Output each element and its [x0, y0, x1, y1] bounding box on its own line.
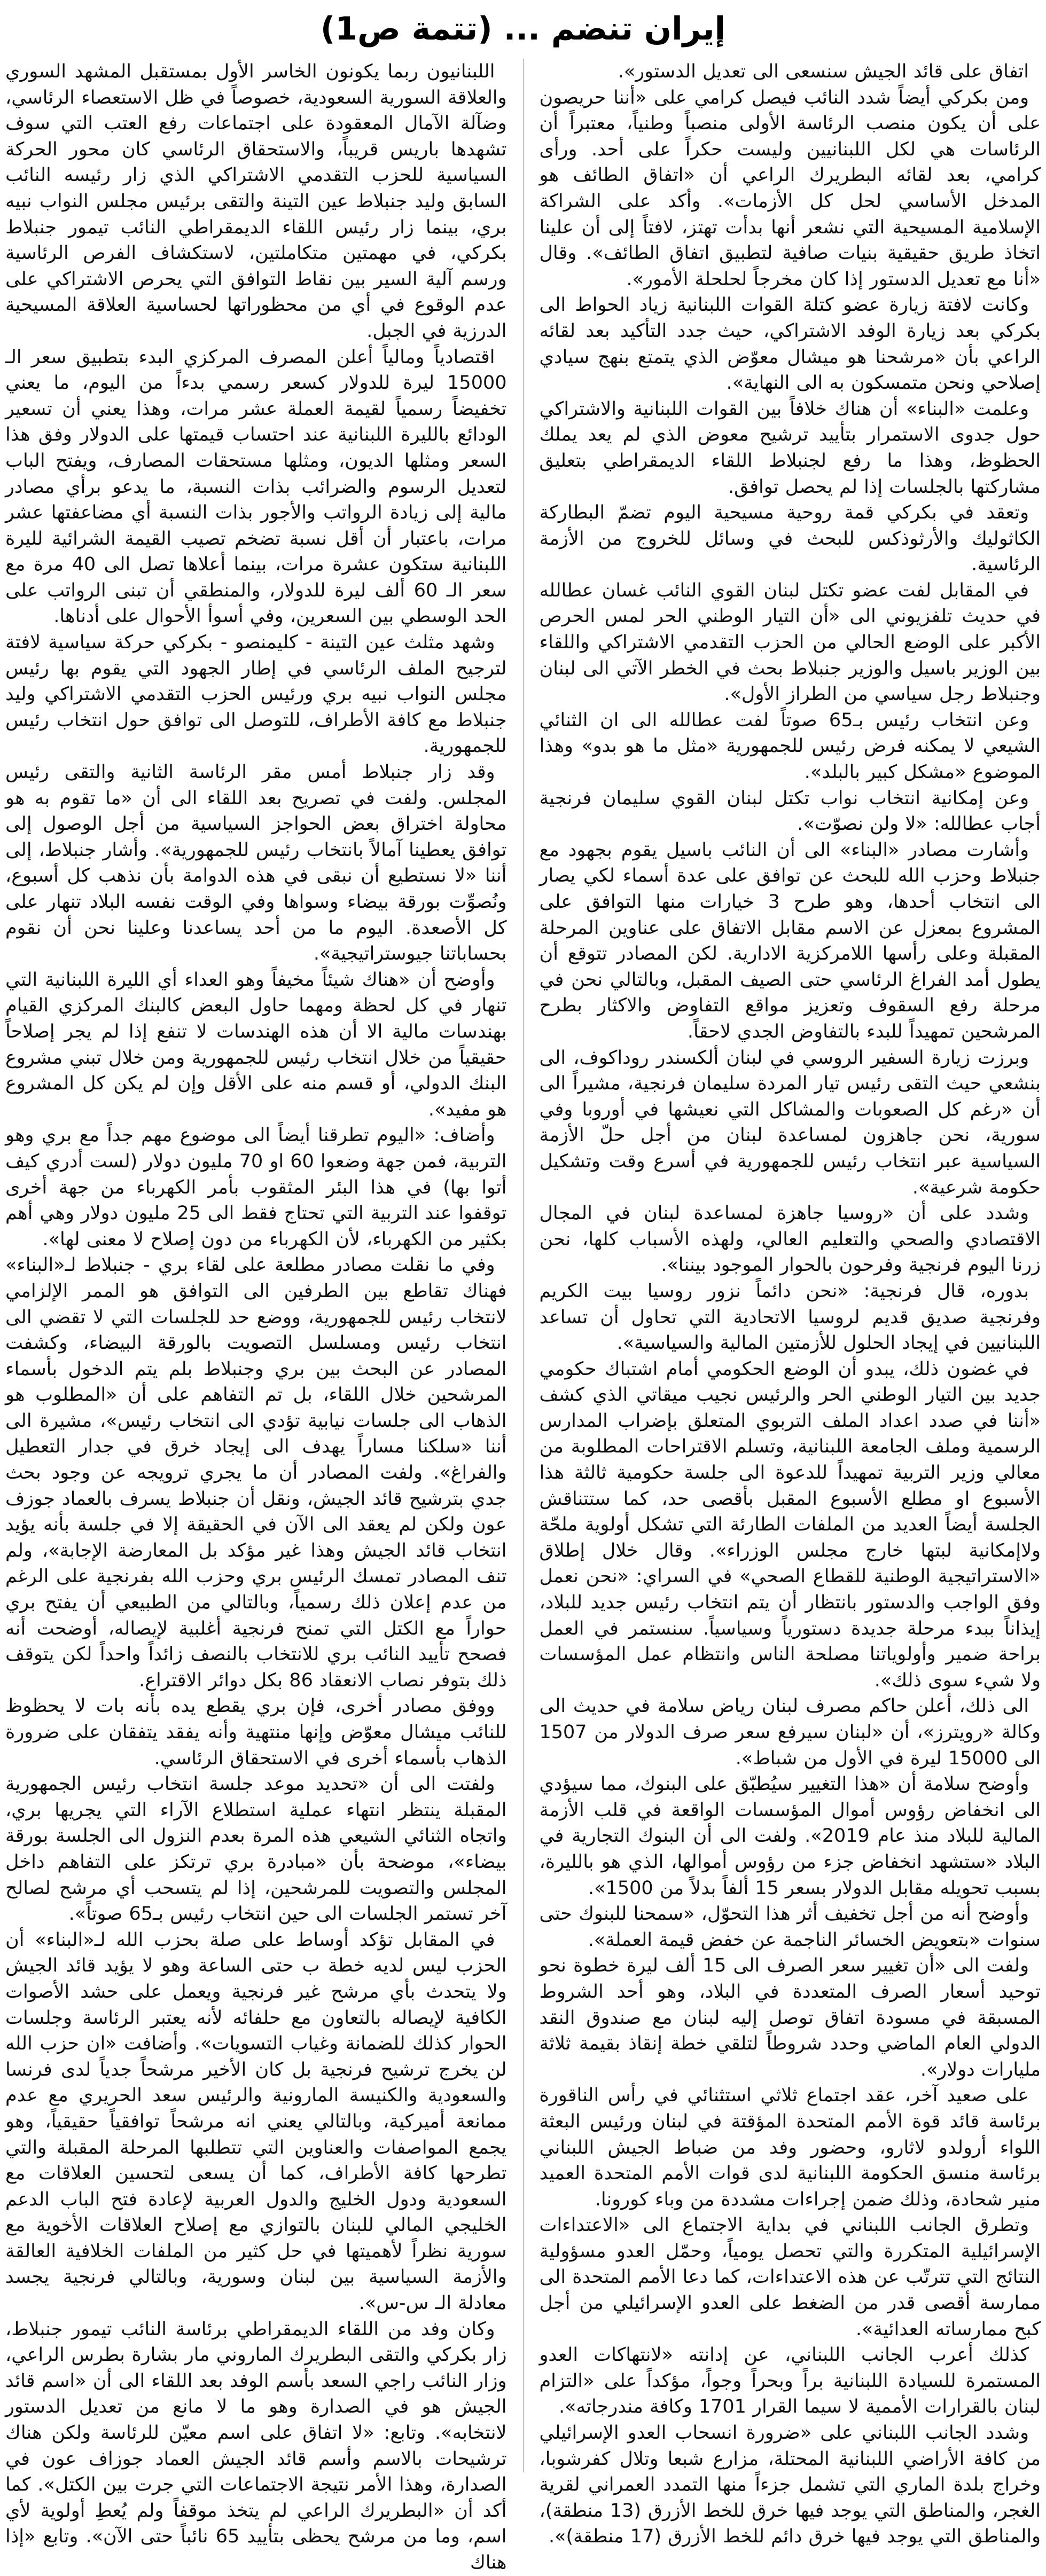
- article-paragraph: وأوضح أن «هناك شيئاً مخيفاً وهو العداء أي الليرة اللبنانية التي تنهار في كل لحظة ومهما حاول البعض كالبنك المركزي القيام بهندسات مالية الا أن هذه الهندسات لا تنفع إذا لم يجر إصلاحاً حقيقياً من خلال انتخاب رئيس للجمهورية ومن خلال تبني مشروع البنك الدولي، أو قسم منه على الأقل وإن لم يكن كل المشروع هو مفيد».: [5, 969, 507, 1120]
- article-paragraph: وأوضح أنه من أجل تخفيف أثر هذا التحوّل، «سمحنا للبنوك حتى سنوات «بتعويض الخسائر الناجمة عن خفض قيمة العملة».: [539, 1903, 1041, 1951]
- article-paragraph: اللبنانيون ربما يكونون الخاسر الأول بمستقبل المشهد السوري والعلاقة السورية السعودية، خصوصاً في ظل الاستعصاء الرئاسي، وضآلة الآمال المعقودة على اجتماعات رفع العتب التي سوف تشهدها باريس قريباً، والاستحقاق الرئاسي كان محور الحركة السياسية للحزب التقدمي الاشتراكي الذي زار رئيسه النائب السابق وليد جنبلاط عين التينة والتقى برئيس مجلس النواب نبيه بري، بينما زار رئيس اللقاء الديمقراطي النائب تيمور جنبلاط بكركي، في مهمتين متكاملتين، لاستكشاف الفرص الرئاسية ورسم آلية السير بين نقاط التوافق التي يحرص الاشتراكي على عدم الوقوع في أي من محظوراتها لحساسية العلاقة المسيحية الدرزية في الجبل.: [5, 61, 507, 342]
- article-paragraph: وشهد مثلث عين التينة - كليمنصو - بكركي حركة سياسية لافتة لترجيح الملف الرئاسي في إطار الجهود التي يقوم بها رئيس مجلس النواب نبيه بري ورئيس الحزب التقدمي الاشتراكي وليد جنبلاط مع كافة الأطراف، للتوصل الى توافق حول انتخاب رئيس للجمهورية.: [5, 632, 507, 757]
- column-divider: [523, 59, 524, 2472]
- article-paragraph: وأشارت مصادر «البناء» الى أن النائب باسيل يقوم بجهود مع جنبلاط وحزب الله للبحث عن توافق على عدة أسماء لكي يصار الى انتخاب أحدها، وهو طرح 3 خيارات منها التوافق على المشروع بمعزل عن الاسم مقابل الاتفاق على عناوين المرحلة المقبلة وعلى رأسها اللامركزية الادارية. لكن المصادر تتوقع أن يطول أمد الفراغ الرئاسي حتى الصيف المقبل، وبالتالي نحن في مرحلة رفع السقوف وتعزيز مواقع التفاوض والاكثار بطرح المرشحين تمهيداً للبدء بالتفاوض الجدي لاحقاً.: [539, 839, 1041, 1042]
- article-column-right: [5, 59, 507, 2573]
- article-columns: [5, 59, 1041, 2573]
- article-paragraph: وكانت لافتة زيارة عضو كتلة القوات اللبنانية زياد الحواط الى بكركي بعد زيارة الوفد الاشتراكي، حيث جدد التأكيد بعد لقائه الراعي بأن «مرشحنا هو ميشال معوّض الذي يتمتع بنهج سيادي إصلاحي ونحن متمسكون به الى النهاية».: [539, 294, 1041, 394]
- article-paragraph: وعلمت «البناء» أن هناك خلافاً بين القوات اللبنانية والاشتراكي حول جدوى الاستمرار بتأييد ترشيح معوض الذي لم يعد يملك الحظوظ، وهذا ما رفع لجنبلاط اللقاء الديمقراطي بتعليق مشاركتها بالجلسات إذا لم يحصل توافق.: [539, 398, 1041, 498]
- article-paragraph: في المقابل تؤكد أوساط على صلة بحزب الله لـ«البناء» أن الحزب ليس لديه خطة ب حتى الساعة وهو لا يؤيد قائد الجيش ولا يتحدث بأي مرشح غير فرنجية ويعمل على حشد الأصوات الكافية لإيصاله بالتعاون مع حلفائه لأنه يعتبر الرئاسة وجلسات الحوار كذلك للضمانة وغياب التسويات». وأضافت «ان حزب الله لن يخرج ترشيح فرنجية بل كان الأخير مرشحاً جدياً لدى فرنسا والسعودية والكنيسة المارونية والرئيس سعد الحريري مع عدم ممانعة أميركية، وبالتالي يعني انه مرشحاً توافقياً حقيقياً، وهو يجمع المواصفات والعناوين التي تتطلبها المرحلة المقبلة والتي تطرحها كافة الأطراف، كما أن يسعى لتحسين العلاقات مع السعودية ودول الخليج والدول العربية لإعادة فتح الباب الدعم الخليجي المالي للبنان بالتوازي مع إصلاح العلاقات الأخوية مع سورية نظراً لأهميتها في حل كثير من الملفات الخلافية العالقة والأزمة السياسية بين لبنان وسورية، وبالتالي فرنجية يجسد معادلة الـ س-س».: [5, 1929, 507, 2314]
- article-paragraph: وكان وفد من اللقاء الديمقراطي برئاسة النائب تيمور جنبلاط، زار بكركي والتقى البطريرك الماروني مار بشارة بطرس الراعي، وزار النائب راجي السعد بأسم الوفد بعد اللقاء الى أن «اسم قائد الجيش هو في الصدارة وهو ما لا مانع من تعديل الدستور لانتخابه». وتابع: «لا اتفاق على اسم معيّن للرئاسة ولكن هناك ترشيحات بالاسم وأسم قائد الجيش العماد جوزاف عون في الصدارة، وهذا الأمر نتيجة الاجتماعات التي جرت بين الكتل». كما أكد أن «البطريرك الراعي لم يتخذ موقفاً ولم يُعطِ أولوية لأي اسم، وما من مرشح يحظى بتأييد 65 نائباً حتى الآن». وتابع «إذا هناك: [5, 2318, 507, 2573]
- article-paragraph: ولفت الى «أن تغيير سعر الصرف الى 15 ألف ليرة خطوة نحو توحيد أسعار الصرف المتعددة في البلاد، وهو أحد الشروط المسبقة في مسودة اتفاق توصل إليه لبنان مع صندوق النقد الدولي العام الماضي وحدد شروطاً لتلقي خطة إنقاذ بقيمة ثلاثة مليارات دولار».: [539, 1955, 1041, 2080]
- article-paragraph: في غضون ذلك، يبدو أن الوضع الحكومي أمام اشتباك حكومي جديد بين التيار الوطني الحر والرئيس نجيب ميقاتي الذي كشف «أننا في صدد اعداد الملف التربوي المتعلق بإضراب المدارس الرسمية وملف الجامعة اللبنانية، وتسلم الاقتراحات المطلوبة من معالي وزير التربية تمهيداً للدعوة الى جلسة حكومية ثالثة هذا الأسبوع او مطلع الأسبوع المقبل بأقصى حد، كما ستتناقش الجلسة أيضاً العديد من الملفات الطارئة التي تشكل أولوية ملحّة ولاإمكانية لبتها خارج مجلس الوزراء». وقال خلال إطلاق «الاستراتيجية الوطنية للقطاع الصحي» في السراي: «نحن نعمل وفق الواجب والدستور بانتظار أن يتم انتخاب رئيس جديد للبلاد، إيذاناً ببدء مرحلة جديدة دستورياً وسياسياً. سنستمر في العمل براحة ضمير وأولوياتنا مصلحة الناس وانتظام عمل المؤسسات ولا شيء سوى ذلك».: [539, 1358, 1041, 1691]
- article-paragraph: وعن انتخاب رئيس بـ65 صوتاً لفت عطالله الى ان الثنائي الشيعي لا يمكنه فرض رئيس للجمهورية «مثل ما هو بدو» وهذا الموضوع «مشكل كبير بالبلد».: [539, 709, 1041, 783]
- article-paragraph: ولفتت الى أن «تحديد موعد جلسة انتخاب رئيس الجمهورية المقبلة ينتظر انتهاء عملية استطلاع الآراء التي يجريها بري، واتجاه الثنائي الشيعي هذه المرة بعدم النزول الى الجلسة بورقة بيضاء»، موضحة بأن «مبادرة بري ترتكز على التفاهم داخل المجلس والتصويت للمرشحين، إذا لم يتسحب أي مرشح لصالح آخر تستمر الجلسات الى حين انتخاب رئيس بـ65 صوتاً».: [5, 1773, 507, 1925]
- article-paragraph: وأضاف: «اليوم تطرقنا أيضاً الى موضوع مهم جداً مع بري وهو التربية، فمن جهة وضعوا 60 او 70 مليون دولار (لست أدري كيف أتوا بها) في هذا البئر المثقوب بأمر الكهرباء من جهة أخرى توقفوا عند التربية التي تحتاج فقط الى 25 مليون دولار وهي أهم بكثير من الكهرباء، لأن الكهرباء من دون إصلاح لا معنى لها».: [5, 1125, 507, 1250]
- article-paragraph: وبرزت زيارة السفير الروسي في لبنان ألكسندر روداكوف، الى بنشعي حيث التقى رئيس تيار المردة سليمان فرنجية، مشيراً الى أن «رغم كل الصعوبات والمشاكل التي نعيشها في أوروبا وفي سورية، نحن جاهزون لمساعدة لبنان من أجل حلّ الأزمة السياسية عبر انتخاب رئيس للجمهورية في أسرع وقت وتشكيل حكومة شرعية».: [539, 1047, 1041, 1198]
- article-column-left: [539, 59, 1041, 2548]
- article-paragraph: وقد زار جنبلاط أمس مقر الرئاسة الثانية والتقى رئيس المجلس. ولفت في تصريح بعد اللقاء الى أن «ما تقوم به هو محاولة اختراق بعض الحواجز السياسية من أجل الوصول إلى توافق يعطينا آمالاً بانتخاب رئيس للجمهورية». وأشار جنبلاط، إلى أننا «لا نستطيع أن نبقى في هذه الدوامة بأن نذهب كل أسبوع، ونُصوِّت بورقة بيضاء وسواها وفي الوقت نفسه البلاد تنهار على كل الأصعدة. اليوم ما من أحد يساعدنا وعلينا نحن أن نقوم بحساباتنا جيوستراتيجية».: [5, 761, 507, 965]
- article-paragraph: الى ذلك، أعلن حاكم مصرف لبنان رياض سلامة في حديث الى وكالة «رويترز»، أن «لبنان سيرفع سعر صرف الدولار من 1507 الى 15000 ليرة في الأول من شباط».: [539, 1695, 1041, 1769]
- article-paragraph: وتعقد في بكركي قمة روحية مسيحية اليوم تضمّ البطاركة الكاثوليك والأرثوذكس للبحث في وسائل للخروج من الأزمة الرئاسية.: [539, 502, 1041, 576]
- article-paragraph: وعن إمكانية انتخاب نواب تكتل لبنان القوي سليمان فرنجية أجاب عطالله: «لا ولن نصوّت».: [539, 787, 1041, 835]
- article-paragraph: وأوضح سلامة أن «هذا التغيير سيُطبّق على البنوك، مما سيؤدي الى انخفاض رؤوس أموال المؤسسات الواقعة في قلب الأزمة المالية للبلاد منذ عام 2019». ولفت الى أن البنوك التجارية في البلاد «ستشهد انخفاض جزء من رؤوس أموالها، الذي هو بالليرة، بسبب تحويله مقابل الدولار بسعر 15 ألفاً بدلاً من 1500».: [539, 1773, 1041, 1899]
- article-paragraph: اقتصادياً ومالياً أعلن المصرف المركزي البدء بتطبيق سعر الـ 15000 ليرة للدولار كسعر رسمي بدءاً من اليوم، ما يعني تخفيضاً رسمياً لقيمة العملة عشر مرات، وهذا يعني أن تسعير الودائع بالليرة اللبنانية عند احتساب قيمتها على الدولار وفق هذا السعر ومثلها الديون، ومثلها مستحقات المصارف، ويفتح الباب لتعديل الرسوم والضرائب بذات النسبة، ما يدعو برأي مصادر مالية إلى زيادة الرواتب والأجور بذات النسبة أي مضاعفتها عشر مرات، باعتبار أن أقل نسبة تضخم تصيب القيمة الشرائية لليرة اللبنانية ستكون عشرة مرات، بينما أعلاها تصل الى 40 مرة مع سعر الـ 60 ألف ليرة للدولار، والمنطقي أن تبنى الرواتب على الحد الوسطي بين السعرين، وفي أسوأ الأحوال على أدناها.: [5, 346, 507, 627]
- article-paragraph: وشدد الجانب اللبناني على «ضرورة انسحاب العدو الإسرائيلي من كافة الأراضي اللبنانية المحتلة، مزارع شبعا وتلال كفرشوبا، وخراج بلدة الماري التي تشمل جزءاً منها التمدد العمراني لقرية الغجر، والمناطق التي يوجد فيها خرق للخط الأزرق (13 منطقة)، والمناطق التي يوجد فيها خرق دائم للخط الأزرق (17 منطقة)».: [539, 2422, 1041, 2548]
- article-paragraph: بدوره، قال فرنجية: «نحن دائماً نزور روسيا بيت الكريم وفرنجية صديق قديم لروسيا الاتحادية التي تحاول أن تساعد اللبنانيين في إيجاد الحلول للأزمتين المالية والسياسية».: [539, 1280, 1041, 1354]
- article-paragraph: ومن بكركي أيضاً شدد النائب فيصل كرامي على «أننا حريصون على أن يكون منصب الرئاسة الأولى منصباً وطنياً، معتبراً أن الرئاسات هي لكل اللبنانيين وليست حكراً على أحد. ورأى كرامي، بعد لقائه البطريرك الراعي أن «اتفاق الطائف هو المدخل الأساسي لحل كل الأزمات». وأكد على الشراكة الإسلامية المسيحية التي نشعر أنها بدأت تهتز، لافتاً إلى أن علينا اتخاذ طريق حقيقية بنيات صافية لتطبيق اتفاق الطائف». وقال «أنا مع تعديل الدستور إذا كان مخرجاً لحلحلة الأمور».: [539, 87, 1041, 290]
- article-paragraph: وفي ما نقلت مصادر مطلعة على لقاء بري - جنبلاط لـ«البناء» فهناك تقاطع بين الطرفين الى التوافق هو الممر الإلزامي لانتخاب رئيس للجمهورية، ووضع حد للجلسات التي لا تقضي الى انتخاب رئيس ومسلسل التصويت بالورقة البيضاء، وكشفت المصادر عن البحث بين بري وجنبلاط بلم يتم الدخول بأسماء المرشحين خلال اللقاء، بل تم التفاهم على أن «المطلوب هو الذهاب الى جلسات نيابية تؤدي الى انتخاب رئيس»، مشيرة الى أننا «سلكنا مساراً يهدف الى إيجاد خرق في جدار التعطيل والفراغ». ولفت المصادر أن ما يجري ترويجه عن وجود بحث جدي بترشيح قائد الجيش، ونقل أن جنبلاط يسرف بالعماد جوزف عون ولكن لم يعقد الى الآن في الحقيقة إلا في جلسة بأنه يؤيد انتخاب قائد الجيش وهذا غير مؤكد بل المعارضة الإجابة»، ولم تنف المصادر تمسك الرئيس بري وحزب الله بفرنجية على الرغم من عدم إعلان ذلك رسمياً، وبالتالي من الطبيعي أن يفتح بري حواراً مع الكتل التي تمنح فرنجية أغلبية لإيصاله، أوضحت أنه فصحح تأييد النائب بري للانتخاب بالنصف زائداً واحداً لكن يتوقف ذلك بتوفر نصاب الانعقاد 86 بكل دوائر الاقتراع.: [5, 1254, 507, 1691]
- article-paragraph: وتطرق الجانب اللبناني في بداية الاجتماع الى «الاعتداءات الإسرائيلية المتكررة والتي تحصل يومياً، وحمّل العدو مسؤولية النتائج التي تترتّب عن هذه الاعتداءات، كما دعا الأمم المتحدة الى ممارسة أقصى قدر من الضغط على العدو الإسرائيلي من أجل كبح ممارساته العدائية».: [539, 2214, 1041, 2340]
- article-paragraph: في المقابل لفت عضو تكتل لبنان القوي النائب غسان عطالله في حديث تلفزيوني الى «أن التيار الوطني الحر لمس الحرص الأكبر على الوضع الحالي من الحزب التقدمي الاشتراكي واللقاء بين الوزير باسيل والوزير جنبلاط بحث في الخطر الآتي الى لبنان وجنبلاط رجل سياسي من الطراز الأول».: [539, 579, 1041, 705]
- article-paragraph: وشدد على أن «روسيا جاهزة لمساعدة لبنان في المجال الاقتصادي والصحي والتعليم العالي، ولهذه الأسباب كلها، نحن زرنا اليوم فرنجية وفرحون بالحوار الموجود بيننا».: [539, 1203, 1041, 1276]
- article-paragraph: كذلك أعرب الجانب اللبناني، عن إدانته «لانتهاكات العدو المستمرة للسيادة اللبنانية براً وبحراً وجواً، مؤكداً على «التزام لبنان بالقرارات الأممية لا سيما القرار 1701 وكافة مندرجاته».: [539, 2344, 1041, 2418]
- article-paragraph: على صعيد آخر، عقد اجتماع ثلاثي استثنائي في رأس الناقورة برئاسة قائد قوة الأمم المتحدة المؤقتة في لبنان ورئيس البعثة اللواء أرولدو لاثارو، وحضور وفد من ضباط الجيش اللبناني برئاسة منسق الحكومة اللبنانية لدى قوات الأمم المتحدة العميد منير شحادة، وذلك ضمن إجراءات مشددة من وباء كورونا.: [539, 2085, 1041, 2210]
- article-paragraph: اتفاق على قائد الجيش سنسعى الى تعديل الدستور».: [618, 61, 1029, 82]
- article-headline: إيران تنضم ... (تتمة ص1): [320, 10, 726, 48]
- article-paragraph: ووفق مصادر أخرى، فإن بري يقطع يده بأنه بات لا يحظوظ للنائب ميشال معوّض وإنها منتهية وأنه يفقد يتفقان على ضرورة الذهاب بأسماء أخرى في الاستحقاق الرئاسي.: [5, 1695, 507, 1769]
